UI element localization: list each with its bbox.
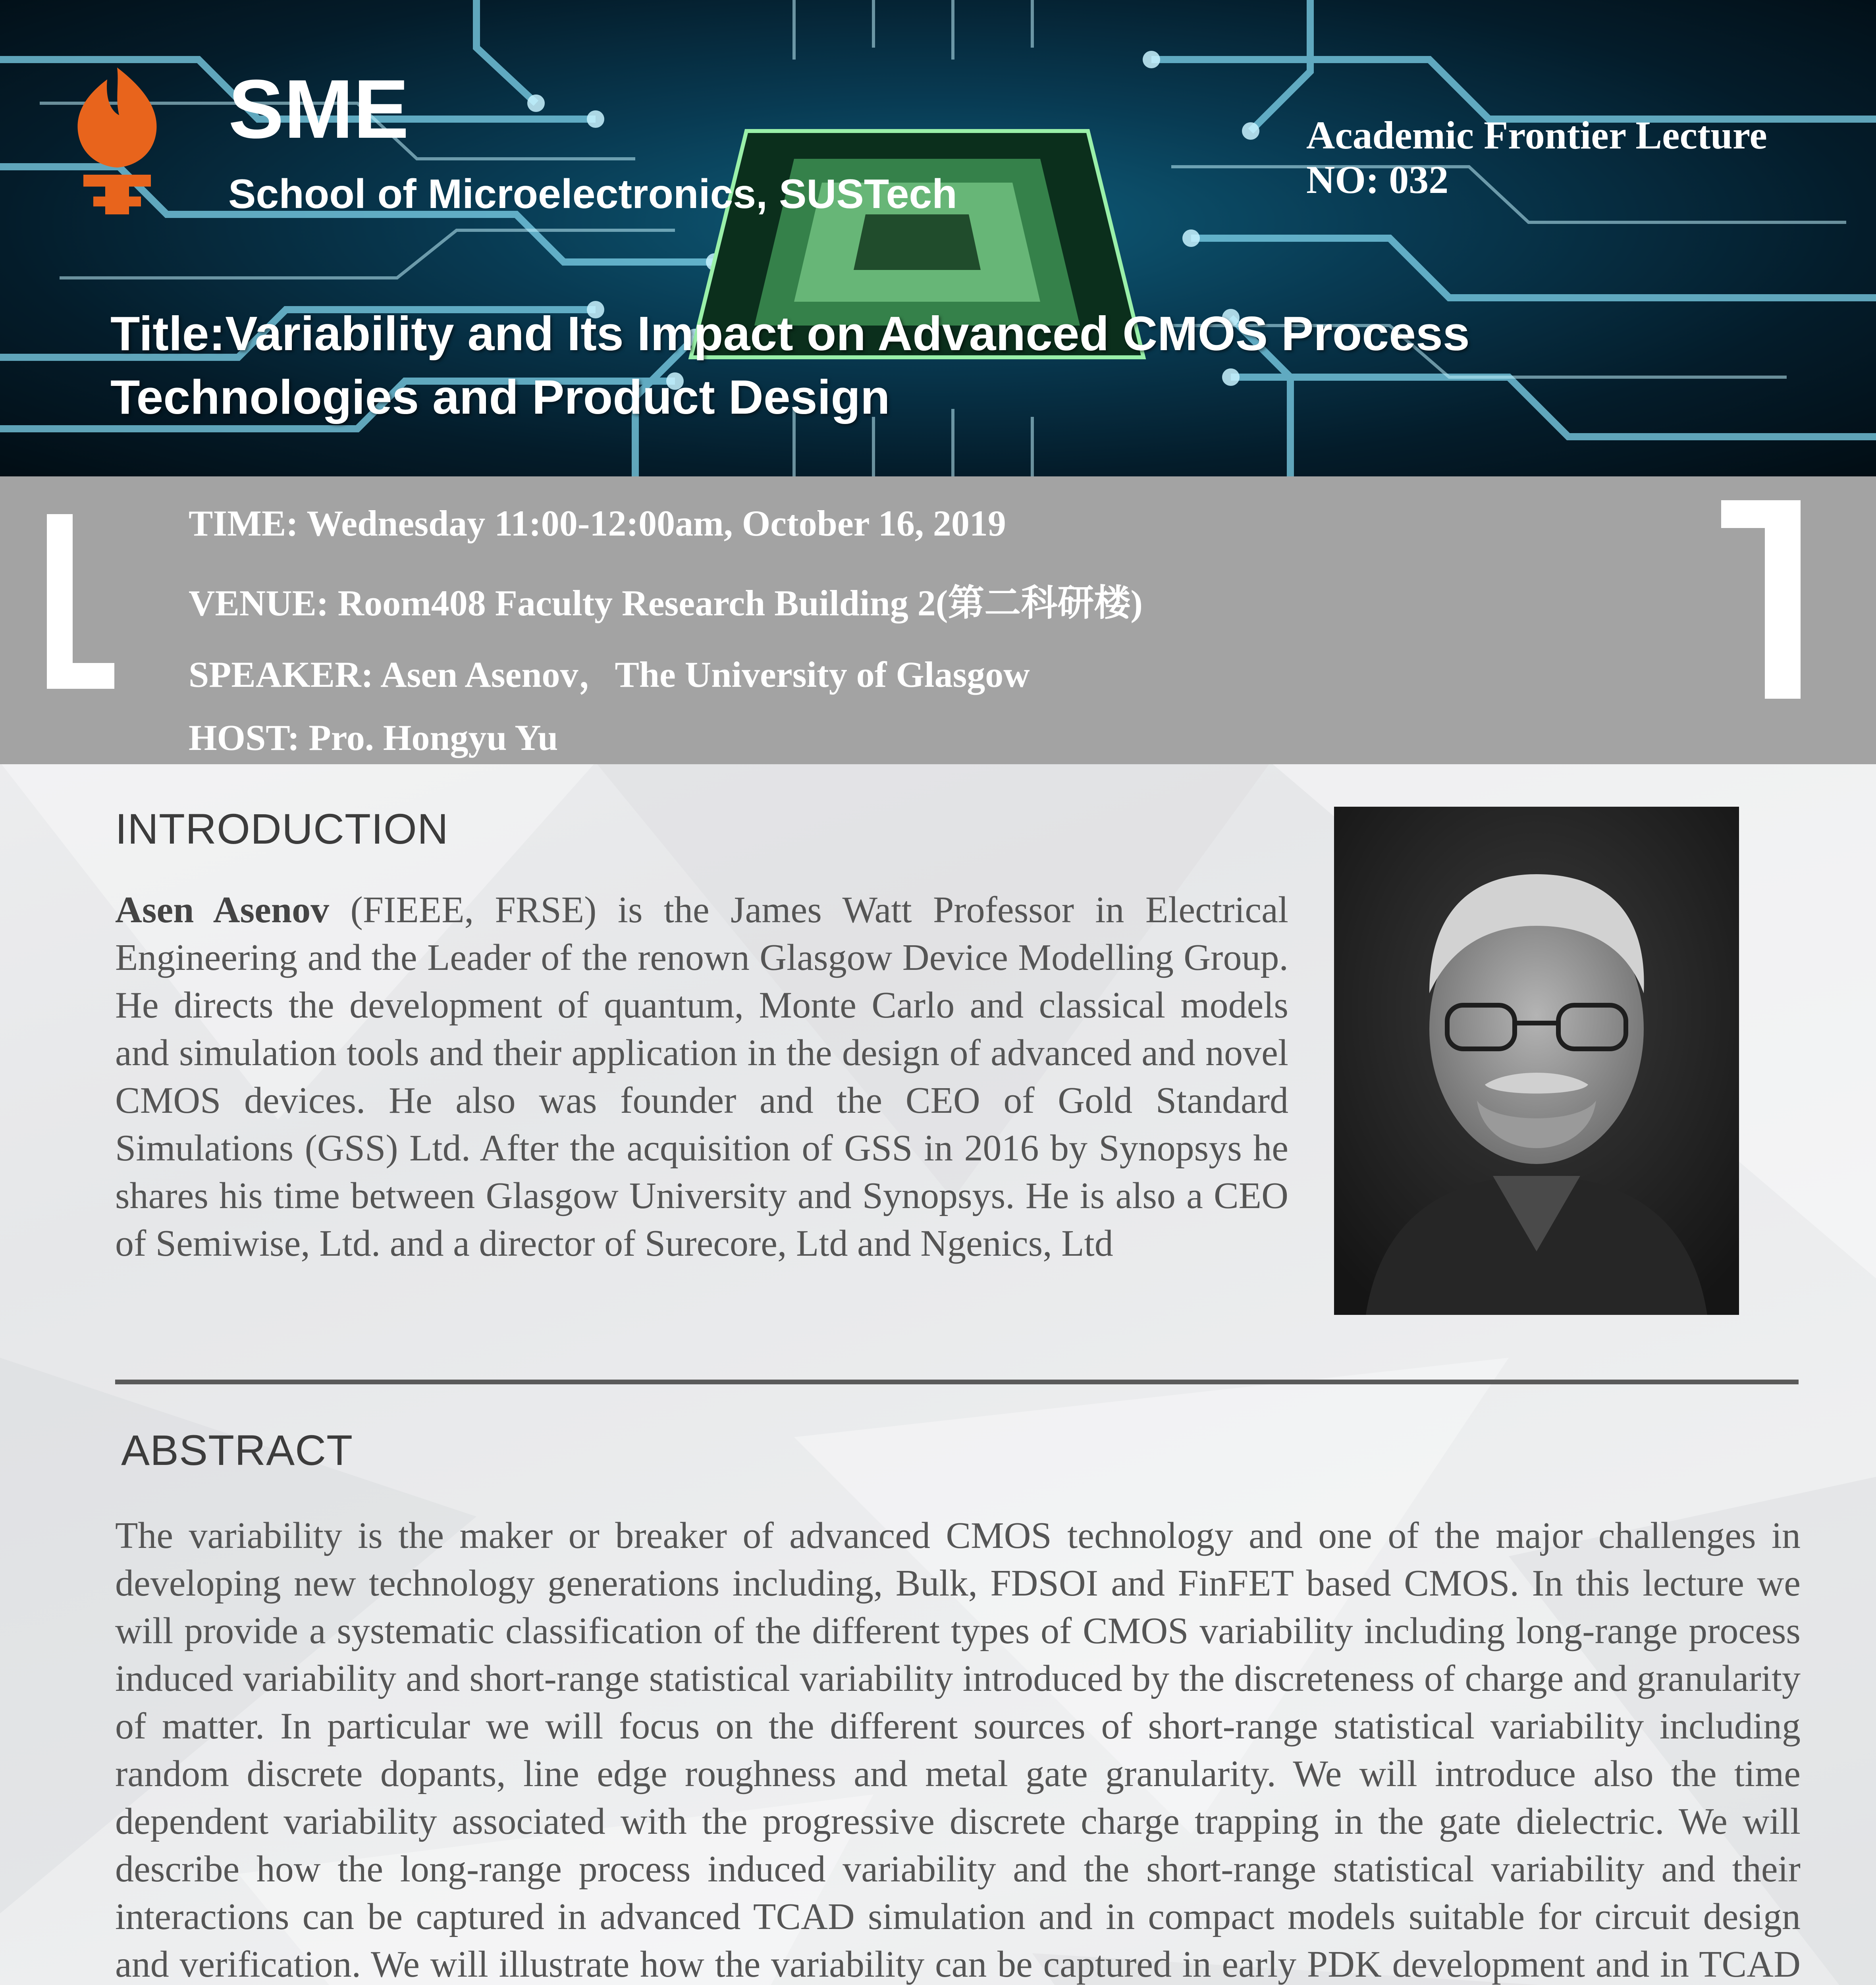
talk-title-line-2: Technologies and Product Design (110, 370, 890, 424)
series-name: Academic Frontier Lecture (1306, 113, 1767, 157)
series-number: NO: 032 (1306, 158, 1449, 202)
section-divider (115, 1380, 1799, 1384)
abstract-text: The variability is the maker or breaker of advanced CMOS technology and one of the major challenges in developing new technology generations including, Bulk, FDSOI and FinFET based CMOS. In this lecture we will provide a systematic classification of the different types of CMOS variability including long-range process induced variability and short-range statistical variability introduced by the discreteness of charge and granularity of matter. In particular we will focus on the different sources of short-range statistical variability including random discrete dopants, line edge roughness and metal gate granularity. We will introduce also the time dependent variability associated with the progressive discrete charge trapping in the gate dielectric. We will describe how the long-range process induced variability and the short-range statistical variability and their interactions can be captured in advanced TCAD simulation and in compact models suitable for circuit design and verification. We will illustrate how the variability can be captured in early PDK development and in TCAD (115, 1515, 1801, 1985)
header-banner (0, 0, 1876, 476)
event-speaker: SPEAKER: Asen Asenov，The University of Glasgow (189, 654, 1030, 695)
introduction-body: (FIEEE, FRSE) is the James Watt Professor in Electrical Engineering and the Leader of the renown Glasgow Device Modelling Group. He directs the development of quantum, Monte Carlo and classical models and simulation tools and their application in the design of advanced and novel CMOS devices. He also was founder and the CEO of Gold Standard Simulations (GSS) Ltd. After the acquisition of GSS in 2016 by Synopsys he shares his time between Glasgow University and Synopsys. He is also a CEO of Semiwise, Ltd. and a director of Surecore, Ltd and Ngenics, Ltd (115, 889, 1288, 1264)
abstract-heading: ABSTRACT (121, 1426, 353, 1474)
lecture-series (1306, 113, 1767, 202)
talk-title-line-1: Title:Variability and Its Impact on Advanced CMOS Process (110, 306, 1470, 360)
org-full-name: School of Microelectronics, SUSTech (228, 171, 957, 217)
event-venue: VENUE: Room408 Faculty Research Building 2(第二科研楼) (189, 583, 1143, 623)
event-host: HOST: Pro. Hongyu Yu (189, 717, 558, 758)
left-bracket-decoration (47, 514, 114, 689)
event-info-band (0, 476, 1876, 764)
sme-flame-logo-icon (60, 64, 175, 222)
talk-title (110, 302, 1738, 429)
introduction-heading: INTRODUCTION (115, 805, 449, 853)
org-short-name: SME (228, 62, 409, 156)
speaker-name: Asen Asenov (115, 889, 330, 931)
right-bracket-decoration (1721, 500, 1801, 699)
event-time: TIME: Wednesday 11:00-12:00am, October 16, 2019 (189, 503, 1006, 543)
introduction-text (115, 886, 1288, 1267)
speaker-portrait (1334, 807, 1739, 1315)
